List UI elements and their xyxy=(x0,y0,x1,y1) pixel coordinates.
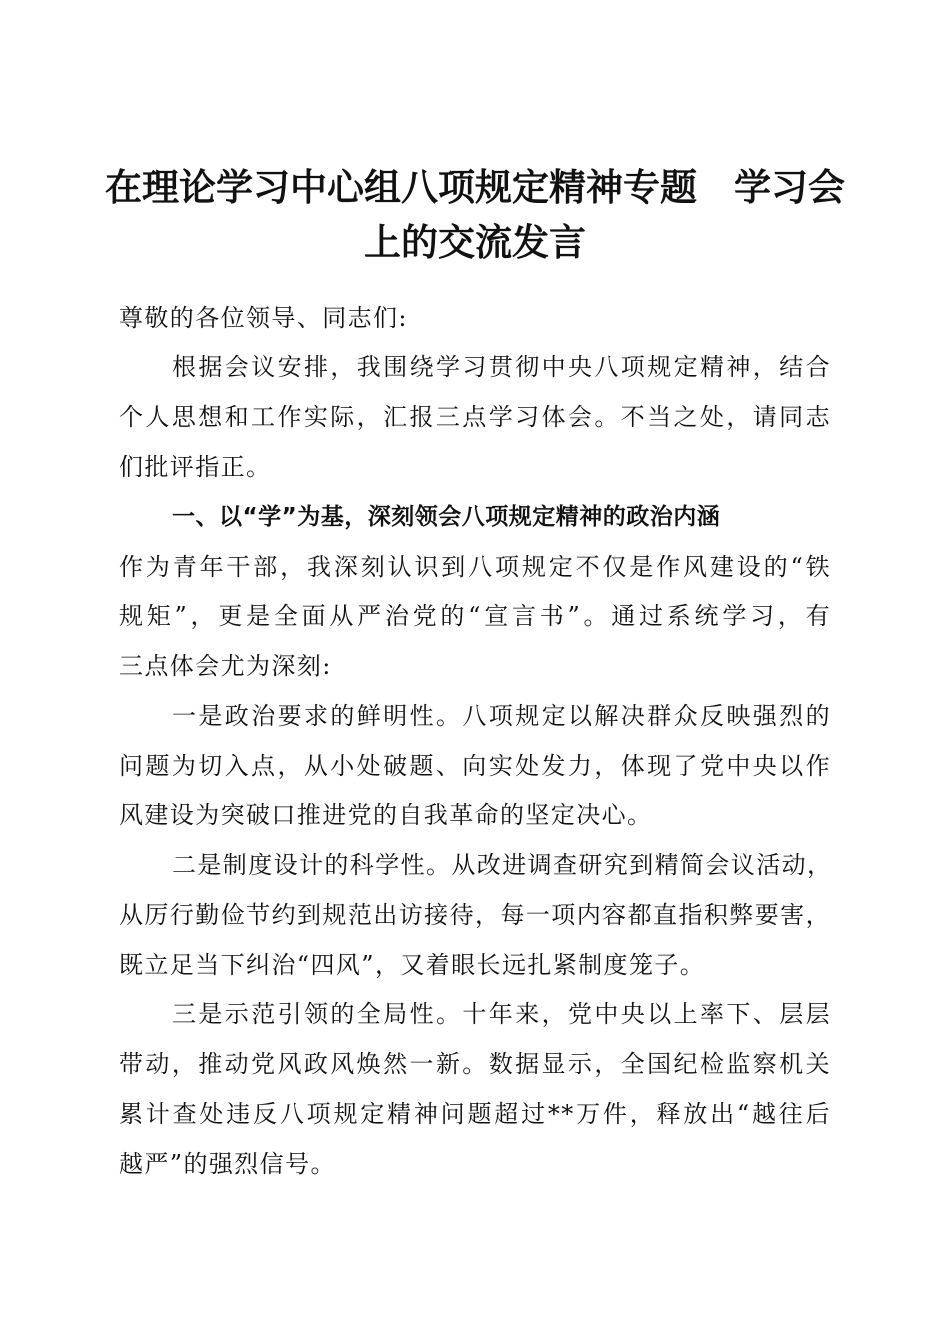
section-1-line-1: 作为青年干部，我深刻认识到八项规定不仅是作风建设的“铁 xyxy=(119,553,831,581)
section-1-heading: 一、以“学”为基，深刻领会八项规定精神的政治内涵 xyxy=(172,504,721,530)
intro-line-3: 们批评指正。 xyxy=(119,453,272,481)
greeting: 尊敬的各位领导、同志们: xyxy=(119,304,408,332)
document-title xyxy=(100,160,850,270)
section-1-line-3: 三点体会尤为深刻: xyxy=(119,652,332,680)
intro-line-1: 根据会议安排，我围绕学习贯彻中央八项规定精神，结合 xyxy=(172,353,831,381)
point-3-line-1: 三是示范引领的全局性。十年来，党中央以上率下、层层 xyxy=(172,1000,831,1028)
point-3-line-4: 越严”的强烈信号。 xyxy=(119,1150,336,1178)
section-1-line-2: 规矩”，更是全面从严治党的“宣言书”。通过系统学习，有 xyxy=(119,602,831,630)
point-2-line-1: 二是制度设计的科学性。从改进调查研究到精简会议活动， xyxy=(172,851,833,879)
point-2-line-2: 从厉行勤俭节约到规范出访接待，每一项内容都直指积弊要害， xyxy=(119,901,831,929)
title-line-1: 在理论学习中心组八项规定精神专题 学习会 xyxy=(105,166,845,209)
point-1-line-2: 问题为切入点，从小处破题、向实处发力，体现了党中央以作 xyxy=(119,752,831,780)
point-1-line-3: 风建设为突破口推进党的自我革命的坚定决心。 xyxy=(119,801,653,829)
point-1-line-1: 一是政治要求的鲜明性。八项规定以解决群众反映强烈的 xyxy=(172,702,831,730)
point-2-line-3: 既立足当下纠治“四风”，又着眼长远扎紧制度笼子。 xyxy=(119,951,706,979)
point-3-line-3: 累计查处违反八项规定精神问题超过**万件，释放出“越往后 xyxy=(119,1100,831,1128)
point-3-line-2: 带动，推动党风政风焕然一新。数据显示，全国纪检监察机关 xyxy=(119,1050,831,1078)
title-line-2: 上的交流发言 xyxy=(364,221,586,264)
intro-line-2: 个人思想和工作实际，汇报三点学习体会。不当之处，请同志 xyxy=(119,403,831,431)
